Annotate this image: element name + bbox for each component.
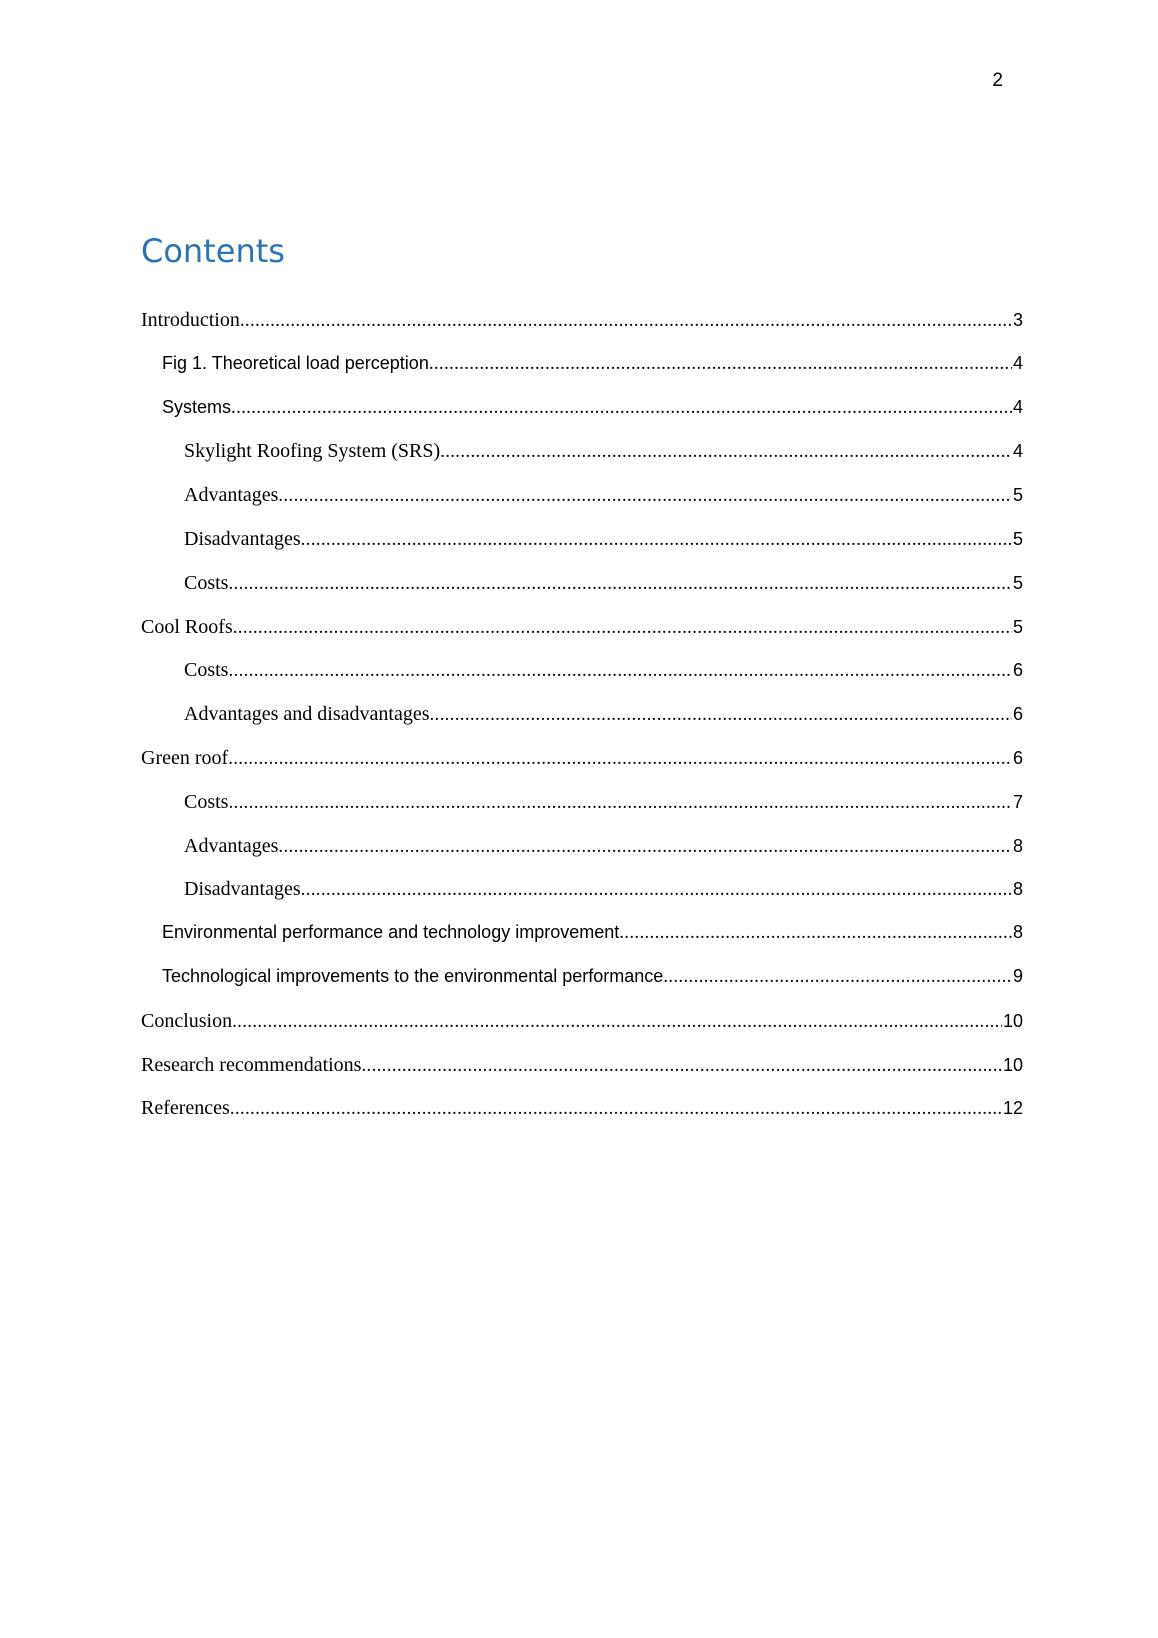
toc-entry-page: 5	[1012, 616, 1023, 637]
dot-leader	[228, 660, 1012, 682]
toc-entry-page: 4	[1012, 441, 1023, 462]
toc-entry-label: Research recommendations	[141, 1053, 362, 1076]
toc-entry-environmental-performance[interactable]	[141, 922, 1023, 966]
toc-entry-label: Disadvantages	[184, 527, 301, 550]
toc-entry-green-roof-costs[interactable]	[141, 791, 1023, 835]
toc-entry-label: Costs	[184, 659, 229, 682]
toc-entry-label: Introduction	[141, 309, 240, 331]
toc-entry-page: 3	[1012, 310, 1023, 330]
toc-entry-label: Technological improvements to the environmental performance	[162, 965, 664, 986]
toc-entry-label: Advantages	[184, 484, 279, 507]
dot-leader	[361, 1055, 1002, 1077]
toc-entry-label: Conclusion	[141, 1009, 233, 1032]
toc-entry-page: 6	[1012, 747, 1023, 768]
toc-entry-page: 6	[1012, 704, 1023, 725]
toc-entry-srs-costs[interactable]	[141, 572, 1023, 616]
dot-leader	[231, 397, 1012, 419]
toc-entry-skylight-roofing-system[interactable]	[141, 440, 1023, 484]
toc-entry-srs-advantages[interactable]	[141, 484, 1023, 528]
toc-entry-label: Advantages	[184, 834, 279, 857]
toc-entry-page: 4	[1012, 396, 1023, 417]
toc-entry-page: 8	[1012, 879, 1023, 900]
dot-leader	[663, 966, 1012, 988]
toc-entry-research-recommendations[interactable]	[141, 1054, 1023, 1098]
toc-entry-page: 8	[1012, 835, 1023, 856]
toc-entry-page: 12	[1002, 1098, 1023, 1119]
toc-entry-label: Advantages and disadvantages	[184, 703, 430, 726]
dot-leader	[230, 1098, 1002, 1120]
toc-entry-green-roof-disadvantages[interactable]	[141, 878, 1023, 922]
toc-entry-page: 6	[1012, 660, 1023, 681]
dot-leader	[429, 704, 1012, 726]
toc-entry-conclusion[interactable]	[141, 1010, 1023, 1054]
toc-entry-label: Costs	[184, 571, 229, 594]
toc-entry-label: Skylight Roofing System (SRS)	[184, 440, 441, 463]
toc-entry-label: Systems	[162, 396, 232, 417]
dot-leader	[228, 573, 1012, 595]
toc-entry-label: Cool Roofs	[141, 615, 233, 638]
toc-entry-page: 7	[1012, 791, 1023, 812]
toc-entry-green-roof-advantages[interactable]	[141, 835, 1023, 879]
table-of-contents	[141, 309, 1023, 1141]
toc-entry-label: Costs	[184, 790, 229, 813]
toc-heading: Contents	[141, 232, 285, 270]
toc-entry-references[interactable]	[141, 1097, 1023, 1141]
dot-leader	[301, 529, 1012, 551]
toc-entry-page: 5	[1012, 485, 1023, 506]
dot-leader	[240, 310, 1012, 332]
toc-entry-page: 9	[1012, 965, 1023, 986]
toc-entry-cool-roofs-adv-disadv[interactable]	[141, 703, 1023, 747]
toc-entry-introduction[interactable]	[141, 309, 1023, 353]
dot-leader	[233, 617, 1012, 639]
toc-entry-systems[interactable]	[141, 397, 1023, 441]
toc-entry-page: 4	[1012, 352, 1023, 373]
toc-entry-cool-roofs-costs[interactable]	[141, 659, 1023, 703]
toc-entry-technological-improvements[interactable]	[141, 966, 1023, 1010]
toc-entry-page: 10	[1002, 1010, 1023, 1031]
dot-leader	[278, 836, 1012, 858]
toc-entry-label: Environmental performance and technology improvement	[162, 922, 620, 943]
toc-entry-fig-1[interactable]	[141, 353, 1023, 397]
toc-entry-page: 8	[1012, 922, 1023, 943]
toc-entry-label: Disadvantages	[184, 878, 301, 901]
toc-entry-green-roof[interactable]	[141, 747, 1023, 791]
dot-leader	[301, 879, 1012, 901]
toc-entry-page: 5	[1012, 572, 1023, 593]
toc-entry-page: 10	[1002, 1054, 1023, 1075]
toc-entry-page: 5	[1012, 528, 1023, 549]
dot-leader	[232, 1011, 1002, 1033]
dot-leader	[228, 792, 1012, 814]
toc-entry-label: Green roof	[141, 746, 229, 769]
page-number: 2	[992, 70, 1003, 91]
toc-entry-label: Fig 1. Theoretical load perception	[162, 352, 429, 373]
dot-leader	[619, 922, 1012, 944]
toc-entry-srs-disadvantages[interactable]	[141, 528, 1023, 572]
dot-leader	[429, 353, 1012, 375]
dot-leader	[228, 748, 1012, 770]
toc-entry-cool-roofs[interactable]	[141, 616, 1023, 660]
dot-leader	[278, 485, 1012, 507]
dot-leader	[440, 441, 1012, 463]
toc-entry-label: References	[141, 1097, 230, 1120]
